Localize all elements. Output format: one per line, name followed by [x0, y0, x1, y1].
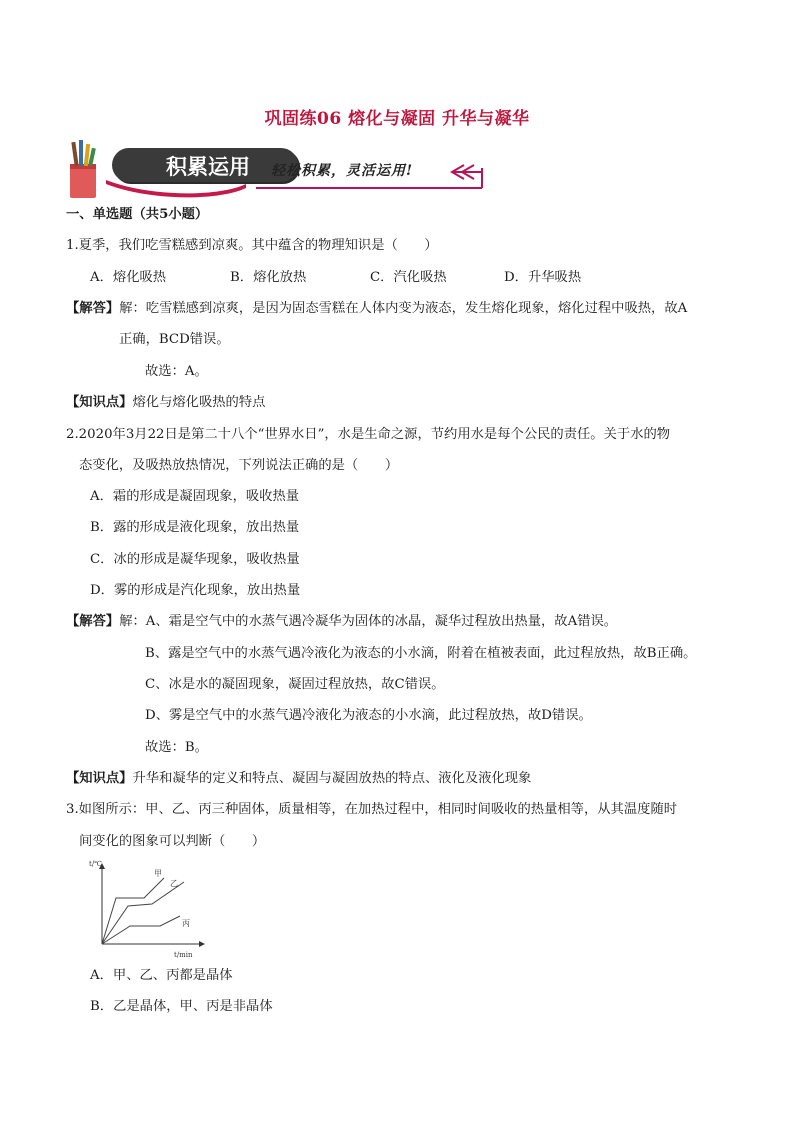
q3-option-b: B．乙是晶体，甲、丙是非晶体: [90, 999, 273, 1014]
q2-answer-line3: C、冰是水的凝固现象，凝固过程放热，故C错误。: [145, 677, 445, 692]
series-bing-label: 丙: [182, 919, 190, 928]
section-banner: [66, 138, 496, 200]
q1-option-b: B．熔化放热: [230, 270, 307, 285]
q2-option-b: B．露的形成是液化现象，放出热量: [90, 520, 300, 535]
section-heading: 一、单选题（共5小题）: [66, 207, 209, 222]
q1-answer-line1: 解：吃雪糕感到凉爽，是因为固态雪糕在人体内变为液态，发生熔化现象，熔化过程中吸热，故A: [119, 301, 688, 316]
banner-slogan: 轻松积累，灵活运用!: [271, 163, 414, 179]
series-jia-line: [102, 878, 164, 944]
q1-options: [90, 269, 581, 287]
q2-option-a: A．霜的形成是凝固现象，吸收热量: [90, 489, 300, 504]
q3-stem-line1: 3.如图所示：甲、乙、丙三种固体，质量相等，在加热过程中，相同时间吸收的热量相等，从其温度随时: [66, 802, 678, 817]
double-arrow-icon: [452, 165, 482, 179]
q2-answer-line2: B、露是空气中的水蒸气遇冷液化为液态的小水滴，附着在植被表面，此过程放热，故B正确。: [145, 646, 697, 661]
q1-answer-line2: 正确，BCD错误。: [119, 332, 230, 347]
q1-option-a: A．熔化吸热: [90, 270, 167, 285]
series-yi-label: 乙: [170, 879, 178, 888]
q2-answer-line4: D、雾是空气中的水蒸气遇冷液化为液态的小水滴，此过程放热，故D错误。: [145, 708, 592, 723]
page-title: 巩固练06 熔化与凝固 升华与凝华: [264, 109, 530, 129]
q2-stem-line1: 2.2020年3月22日是第二十八个“世界水日”，水是生命之源，节约用水是每个公民的责任。关于水的物: [66, 427, 671, 442]
q1-option-c: C．汽化吸热: [370, 270, 447, 285]
temperature-time-graph: [88, 856, 208, 960]
q2-kp-text: 升华和凝华的定义和特点、凝固与凝固放热的特点、液化及液化现象: [132, 771, 532, 786]
q1-stem: 1.夏季，我们吃雪糕感到凉爽。其中蕴含的物理知识是（ ）: [66, 238, 438, 253]
kp-tag: 【知识点】: [66, 395, 133, 410]
q2-answer: [66, 613, 617, 631]
series-yi-line: [102, 882, 184, 944]
series-bing-line: [102, 916, 180, 944]
q2-stem-line2: 态变化，及吸热放热情况，下列说法正确的是（ ）: [79, 458, 399, 473]
q2-answer-line1: 解：A、霜是空气中的水蒸气遇冷凝华为固体的冰晶，凝华过程放出热量，故A错误。: [119, 614, 618, 629]
series-jia-label: 甲: [154, 869, 162, 878]
x-axis-label: t/min: [174, 951, 193, 959]
q1-kp-text: 熔化与熔化吸热的特点: [132, 395, 266, 410]
q2-choice: 故选：B。: [145, 740, 208, 755]
q3-stem-line2: 间变化的图象可以判断（ ）: [79, 834, 266, 849]
q2-option-d: D．雾的形成是汽化现象，放出热量: [90, 583, 301, 598]
q1-knowledge-point: [66, 394, 265, 412]
q1-option-d: D．升华吸热: [504, 270, 582, 285]
q1-choice: 故选：A。: [145, 364, 208, 379]
banner-label: 积累运用: [166, 155, 250, 179]
answer-tag: 【解答】: [66, 301, 120, 316]
y-axis-label: t/℃: [89, 860, 103, 868]
q2-knowledge-point: [66, 770, 531, 788]
q2-option-c: C．冰的形成是凝华现象，吸收热量: [90, 552, 300, 567]
q1-answer: [66, 300, 687, 318]
answer-tag: 【解答】: [66, 614, 120, 629]
pencil-cup-icon: [70, 140, 96, 198]
q3-option-a: A．甲、乙、丙都是晶体: [90, 968, 233, 983]
kp-tag: 【知识点】: [66, 771, 133, 786]
